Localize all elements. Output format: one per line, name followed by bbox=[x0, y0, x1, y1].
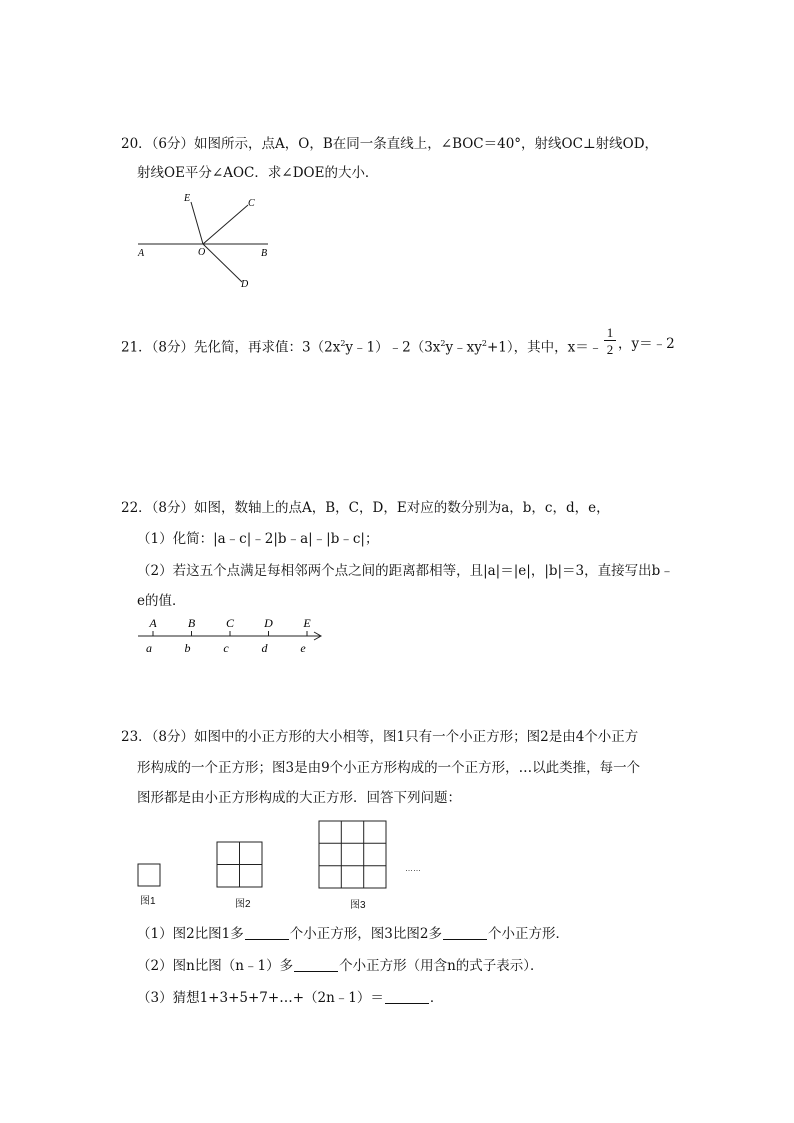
q23-p2b: 个小正方形（用含n的式子表示）． bbox=[339, 958, 544, 974]
value-label-c: c bbox=[223, 641, 229, 655]
q21-suffix: +1），其中，x＝﹣ bbox=[486, 339, 603, 356]
answer-blank-1[interactable] bbox=[245, 925, 289, 940]
value-label-d: d bbox=[261, 641, 268, 655]
fig2-label: 图2 bbox=[235, 899, 251, 910]
q23-line3: 图形都是由小正方形构成的大正方形．回答下列问题： bbox=[137, 790, 461, 806]
q21-prefix: 21．（8分）先化简，再求值：3（2x bbox=[121, 339, 341, 356]
fig1-square bbox=[138, 864, 160, 886]
label-d: D bbox=[241, 279, 249, 290]
point-label-D: D bbox=[264, 616, 273, 630]
value-label-b: b bbox=[184, 641, 191, 655]
label-c: C bbox=[248, 198, 255, 209]
q23-part3 bbox=[137, 988, 443, 1008]
q23-square-figures bbox=[130, 815, 430, 915]
ray-od bbox=[203, 244, 242, 282]
q20-angle-figure bbox=[130, 190, 280, 295]
q23-line1: 23．（8分）如图中的小正方形的大小相等，图1只有一个小正方形；图2是由4个小正方 bbox=[121, 729, 639, 745]
q23-p3b: ． bbox=[429, 990, 444, 1006]
q21-line bbox=[121, 334, 602, 358]
q22-part2b: e的值． bbox=[137, 593, 186, 609]
point-label-E: E bbox=[303, 616, 311, 630]
fig3-square bbox=[319, 821, 386, 888]
answer-blank-2[interactable] bbox=[443, 925, 487, 940]
q21-frac-den: 2 bbox=[606, 342, 614, 357]
q21-mid2: y﹣xy bbox=[445, 339, 482, 356]
ray-oc bbox=[203, 205, 248, 244]
q20-line2: 射线OE平分∠AOC．求∠DOE的大小． bbox=[137, 165, 379, 181]
q21-tail: ，y＝﹣2 bbox=[618, 336, 675, 352]
label-b: B bbox=[261, 248, 268, 259]
label-e: E bbox=[184, 193, 191, 204]
value-label-e: e bbox=[300, 641, 306, 655]
q23-p2a: （2）图n比图（n﹣1）多 bbox=[137, 958, 294, 974]
fig1-label: 图1 bbox=[140, 896, 156, 907]
q23-p3a: （3）猜想1+3+5+7+…+（2n﹣1）＝ bbox=[137, 990, 384, 1006]
q21-mid1: y﹣1）﹣2（3x bbox=[345, 339, 441, 356]
q21-exp3: 2 bbox=[481, 339, 487, 348]
q22-line1: 22．（8分）如图，数轴上的点A，B，C，D，E对应的数分别为a，b，c，d，e， bbox=[121, 500, 610, 516]
q23-line2: 形构成的一个正方形；图3是由9个小正方形构成的一个正方形，…以此类推，每一个 bbox=[137, 760, 641, 776]
value-label-a: a bbox=[146, 641, 152, 655]
point-label-B: B bbox=[187, 616, 196, 630]
answer-blank-4[interactable] bbox=[385, 989, 429, 1004]
q21-frac-num: 1 bbox=[606, 325, 614, 340]
fig-ellipsis: …… bbox=[405, 864, 421, 873]
point-label-C: C bbox=[225, 616, 235, 630]
q22-part2a: （2）若这五个点满足每相邻两个点之间的距离都相等，且|a|＝|e|，|b|＝3，直接写出b﹣ bbox=[137, 563, 674, 579]
q23-part2 bbox=[137, 956, 544, 976]
fig3-label: 图3 bbox=[350, 900, 366, 911]
q21-exp1: 2 bbox=[340, 339, 346, 348]
q23-p1b: 个小正方形，图3比图2多 bbox=[289, 926, 442, 942]
q22-part1: （1）化简：|a﹣c|﹣2|b﹣a|﹣|b﹣c|； bbox=[137, 531, 379, 547]
q22-number-line bbox=[134, 612, 334, 662]
point-label-A: A bbox=[149, 616, 157, 630]
q21-exp2: 2 bbox=[440, 339, 446, 348]
ray-oe bbox=[191, 202, 203, 244]
label-o: O bbox=[198, 247, 206, 258]
answer-blank-3[interactable] bbox=[294, 957, 338, 972]
q20-line1: 20．（6分）如图所示，点A，O，B在同一条直线上，∠BOC＝40°，射线OC⊥射线OD， bbox=[121, 136, 659, 152]
q21-fraction bbox=[604, 325, 616, 358]
q23-part1 bbox=[137, 924, 569, 944]
q23-p1c: 个小正方形． bbox=[487, 926, 569, 942]
q23-p1a: （1）图2比图1多 bbox=[137, 926, 244, 942]
label-a: A bbox=[138, 248, 145, 259]
